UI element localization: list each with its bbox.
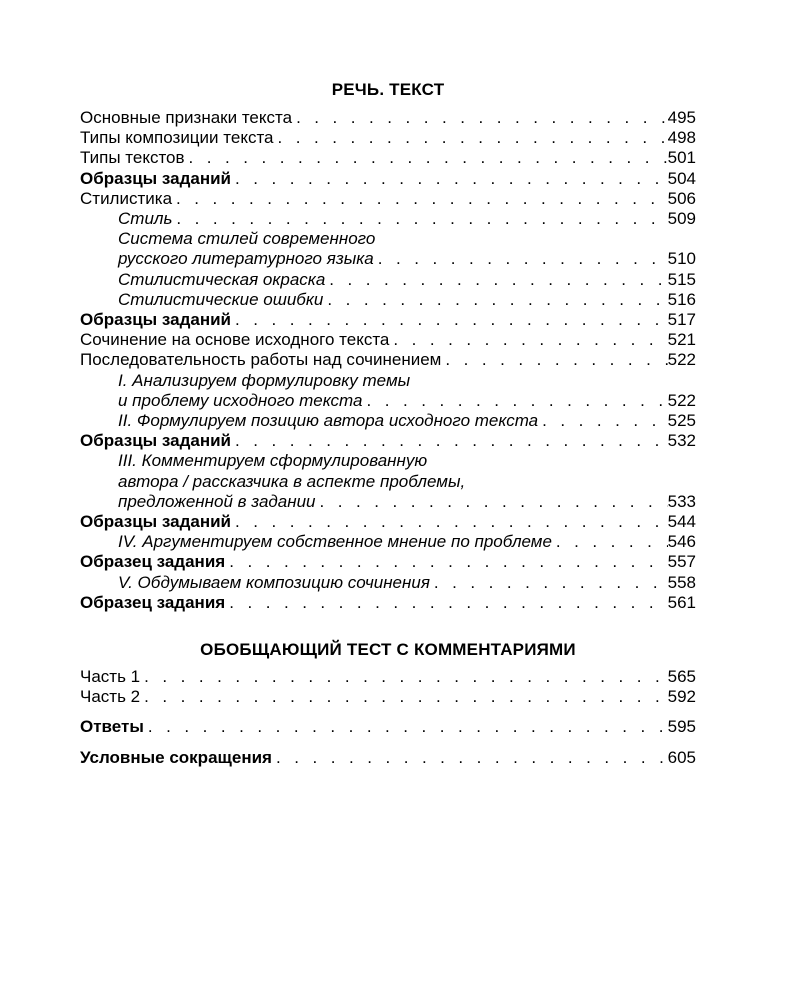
toc-page-number: 595 <box>667 717 696 737</box>
toc-page-number: 522 <box>667 350 696 370</box>
toc-entry-title: Стилистика <box>80 188 173 208</box>
toc-page-number: 506 <box>667 188 696 208</box>
dot-leader <box>441 350 667 370</box>
toc-page-number: 517 <box>667 310 696 330</box>
toc-page-number: 504 <box>667 168 696 188</box>
toc-page-number: 501 <box>667 148 696 168</box>
toc-entry-title: Стиль <box>118 209 173 229</box>
toc-entry-title-line: Система стилей современного <box>118 229 376 249</box>
dot-leader <box>172 209 667 229</box>
toc-entry <box>80 512 696 532</box>
toc-entry <box>80 310 696 330</box>
toc-page-number: 495 <box>667 108 696 127</box>
toc-page-number: 498 <box>667 128 696 148</box>
toc-entry <box>80 593 696 613</box>
toc-page-number: 558 <box>667 572 696 592</box>
toc-entry-title: и проблему исходного текста <box>118 390 363 410</box>
toc-entry-title: Стилистические ошибки <box>118 289 324 309</box>
dot-leader <box>231 310 668 330</box>
toc-entry <box>80 552 696 572</box>
toc-entry <box>80 169 696 189</box>
section-heading: ОБОБЩАЮЩИЙ ТЕСТ С КОММЕНТАРИЯМИ <box>200 640 576 660</box>
toc-entry-title: Часть 2 <box>80 687 141 707</box>
toc-entry-title: Образцы заданий <box>80 431 232 451</box>
toc-entry-title: Основные признаки текста <box>80 108 293 127</box>
dot-leader <box>231 512 668 532</box>
toc-entry-title: Ответы <box>80 717 144 737</box>
toc-entry-title: русского литературного языка <box>118 249 374 269</box>
toc-page-number: 521 <box>667 330 696 350</box>
dot-leader <box>144 717 668 737</box>
toc-entry-title: V. Обдумываем композицию сочинения <box>118 572 430 592</box>
toc-page-number: 525 <box>667 411 696 431</box>
dot-leader <box>272 748 668 768</box>
toc-entry-title: Образцы заданий <box>80 168 232 188</box>
dot-leader <box>323 290 667 310</box>
toc-entry-title: Образцы заданий <box>80 310 232 330</box>
toc-subentry <box>80 391 696 411</box>
toc-entry-title: IV. Аргументируем собственное мнение по проблеме <box>118 532 552 552</box>
toc-entry-title: Условные сокращения <box>80 747 272 767</box>
toc-page-number: 605 <box>667 747 696 767</box>
toc-page-number: 557 <box>667 552 696 572</box>
dot-leader <box>172 189 668 209</box>
toc-entry <box>80 748 696 768</box>
toc-entry-title: Последовательность работы над сочинением <box>80 350 442 370</box>
toc-entry <box>80 108 696 128</box>
dot-leader <box>140 687 668 707</box>
toc-subentry <box>80 270 696 290</box>
dot-leader <box>389 330 667 350</box>
toc-entry-title: Типы текстов <box>80 148 185 168</box>
toc-entry <box>80 189 696 209</box>
toc-subentry <box>80 290 696 310</box>
dot-leader <box>430 573 668 593</box>
toc-entry-title: II. Формулируем позицию автора исходного текста <box>118 411 539 431</box>
dot-leader <box>231 431 668 451</box>
toc-entry-title: Образец задания <box>80 552 226 572</box>
table-of-contents <box>80 78 696 768</box>
dot-leader <box>140 667 668 687</box>
toc-subentry <box>80 411 696 431</box>
toc-entry-title: Образцы заданий <box>80 512 232 532</box>
toc-entry-title: предложенной в задании <box>118 491 316 511</box>
dot-leader <box>225 593 667 613</box>
dot-leader <box>225 552 667 572</box>
toc-entry-title: Сочинение на основе исходного текста <box>80 330 390 350</box>
toc-entry-title-line: III. Комментируем сформулированную <box>118 451 428 471</box>
toc-entry-title: Типы композиции текста <box>80 128 274 148</box>
toc-page-number: 565 <box>667 667 696 687</box>
dot-leader <box>185 148 668 168</box>
toc-entry-title: Образец задания <box>80 592 226 612</box>
section-heading: РЕЧЬ. ТЕКСТ <box>331 80 445 99</box>
dot-leader <box>231 169 668 189</box>
toc-subentry <box>80 532 696 552</box>
toc-entry <box>80 350 696 370</box>
toc-page-number: 546 <box>667 532 696 552</box>
toc-page-number: 510 <box>667 249 696 269</box>
toc-entry-title: Стилистическая окраска <box>118 269 326 289</box>
toc-page-number: 561 <box>667 592 696 612</box>
toc-page-number: 532 <box>667 431 696 451</box>
toc-entry <box>80 431 696 451</box>
dot-leader <box>274 128 668 148</box>
toc-entry <box>80 330 696 350</box>
toc-subentry <box>80 209 696 229</box>
toc-page-number: 516 <box>667 289 696 309</box>
dot-leader <box>292 108 668 128</box>
toc-page-number: 533 <box>667 491 696 511</box>
toc-entry <box>80 128 696 148</box>
toc-page-number: 592 <box>667 687 696 707</box>
toc-subentry <box>80 573 696 593</box>
toc-entry <box>80 687 696 707</box>
toc-entry-title-line: автора / рассказчика в аспекте проблемы, <box>118 471 466 491</box>
dot-leader <box>316 492 668 512</box>
toc-page-number: 515 <box>667 269 696 289</box>
toc-subentry <box>80 492 696 512</box>
toc-subentry <box>80 249 696 269</box>
toc-entry-title-line: I. Анализируем формулировку темы <box>118 370 411 390</box>
toc-entry <box>80 667 696 687</box>
toc-page-number: 544 <box>667 512 696 532</box>
toc-entry-title: Часть 1 <box>80 667 141 687</box>
toc-page-number: 522 <box>667 390 696 410</box>
toc-entry <box>80 148 696 168</box>
dot-leader <box>325 270 667 290</box>
dot-leader <box>538 411 668 431</box>
toc-entry <box>80 717 696 737</box>
dot-leader <box>362 391 667 411</box>
dot-leader <box>374 249 668 269</box>
dot-leader <box>552 532 668 552</box>
toc-page-number: 509 <box>667 209 696 229</box>
